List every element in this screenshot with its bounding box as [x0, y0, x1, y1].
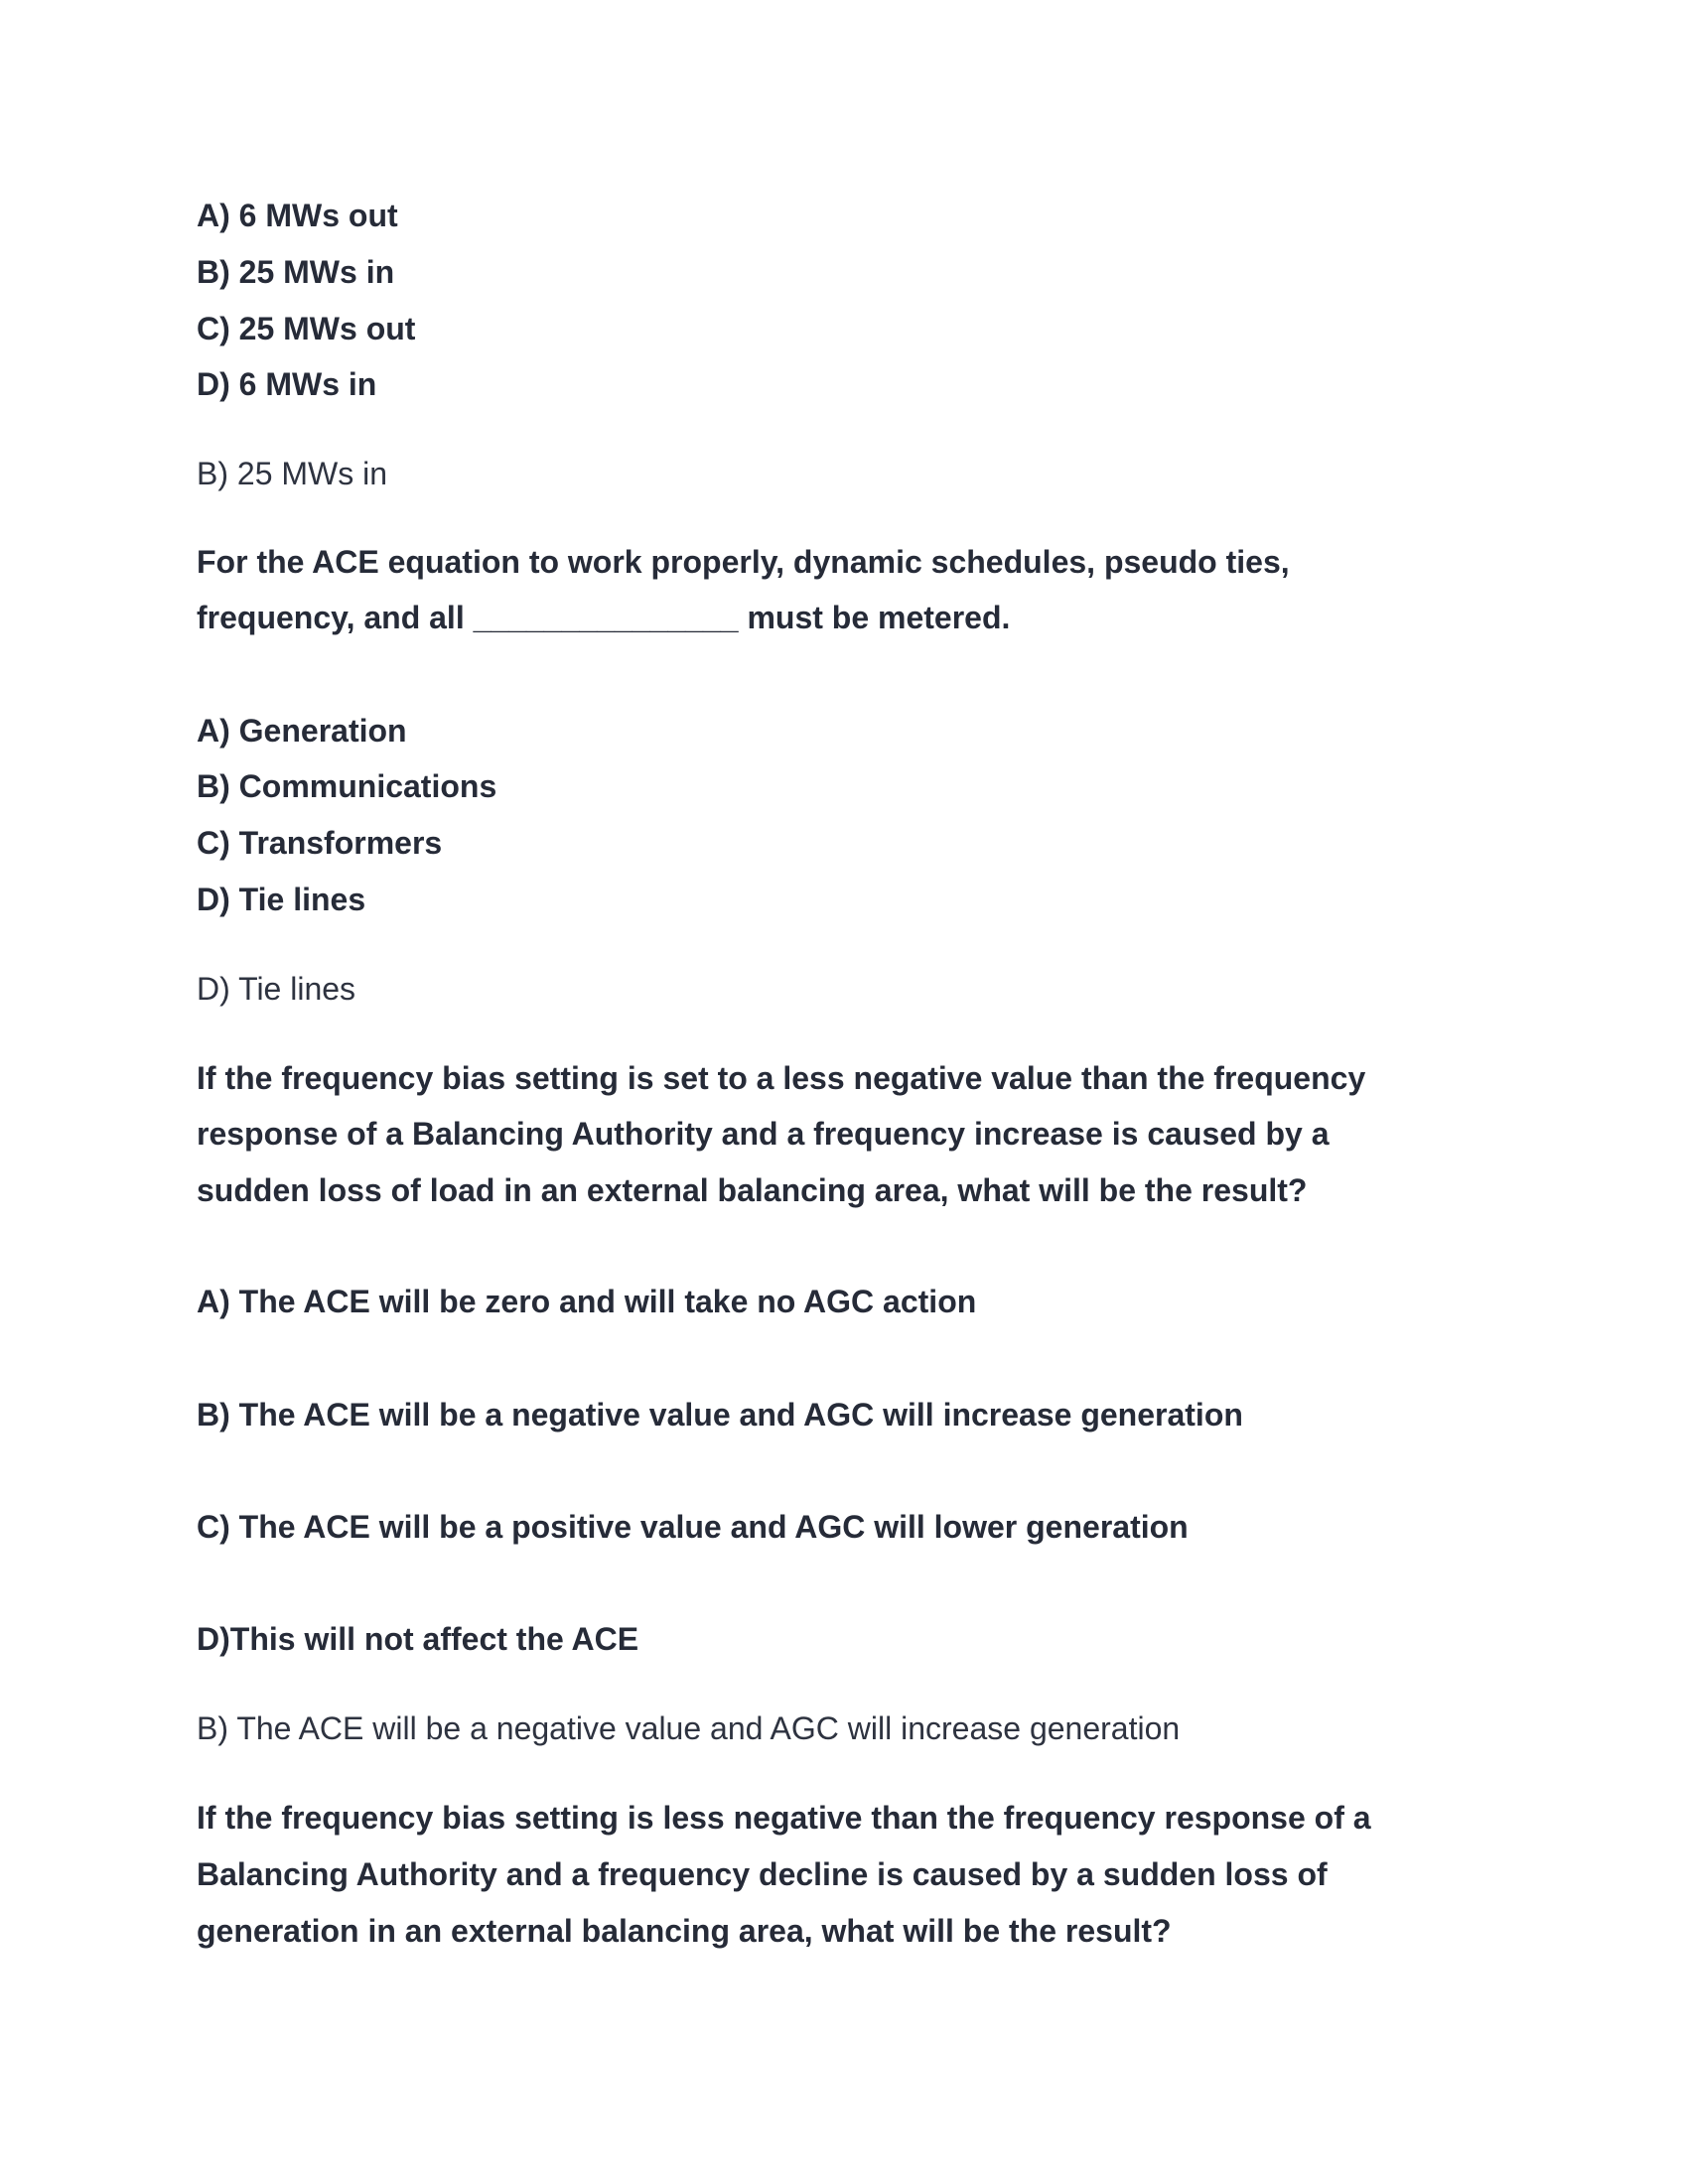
- question-text-line: Balancing Authority and a frequency decline is caused by a sudden loss of: [197, 1856, 1328, 1892]
- option-b: B) The ACE will be a negative value and AGC will increase generation: [197, 1397, 1243, 1433]
- option-a: A) The ACE will be zero and will take no AGC action: [197, 1284, 977, 1319]
- option-b: B) 25 MWs in: [197, 254, 395, 290]
- option-c: C) The ACE will be a positive value and AGC will lower generation: [197, 1509, 1189, 1545]
- question-text-line: For the ACE equation to work properly, dynamic schedules, pseudo ties,: [197, 544, 1290, 580]
- option-d: D) Tie lines: [197, 882, 366, 917]
- option-a: A) Generation: [197, 713, 407, 749]
- answer: B) 25 MWs in: [197, 456, 388, 491]
- question-text-line: response of a Balancing Authority and a frequency increase is caused by a: [197, 1116, 1330, 1152]
- option-a: A) 6 MWs out: [197, 198, 398, 233]
- question-text-line: generation in an external balancing area, what will be the result?: [197, 1913, 1172, 1949]
- question-text-line: If the frequency bias setting is less negative than the frequency response of a: [197, 1800, 1371, 1836]
- option-c: C) Transformers: [197, 825, 443, 861]
- answer: D) Tie lines: [197, 971, 356, 1007]
- question-text-line: frequency, and all _______________ must be metered.: [197, 600, 1011, 635]
- answer: B) The ACE will be a negative value and AGC will increase generation: [197, 1710, 1181, 1746]
- option-d: D)This will not affect the ACE: [197, 1621, 639, 1657]
- option-c: C) 25 MWs out: [197, 311, 416, 346]
- option-b: B) Communications: [197, 768, 497, 804]
- question-text-line: If the frequency bias setting is set to a less negative value than the frequency: [197, 1060, 1366, 1096]
- option-d: D) 6 MWs in: [197, 366, 377, 402]
- question-text-line: sudden loss of load in an external balancing area, what will be the result?: [197, 1172, 1308, 1208]
